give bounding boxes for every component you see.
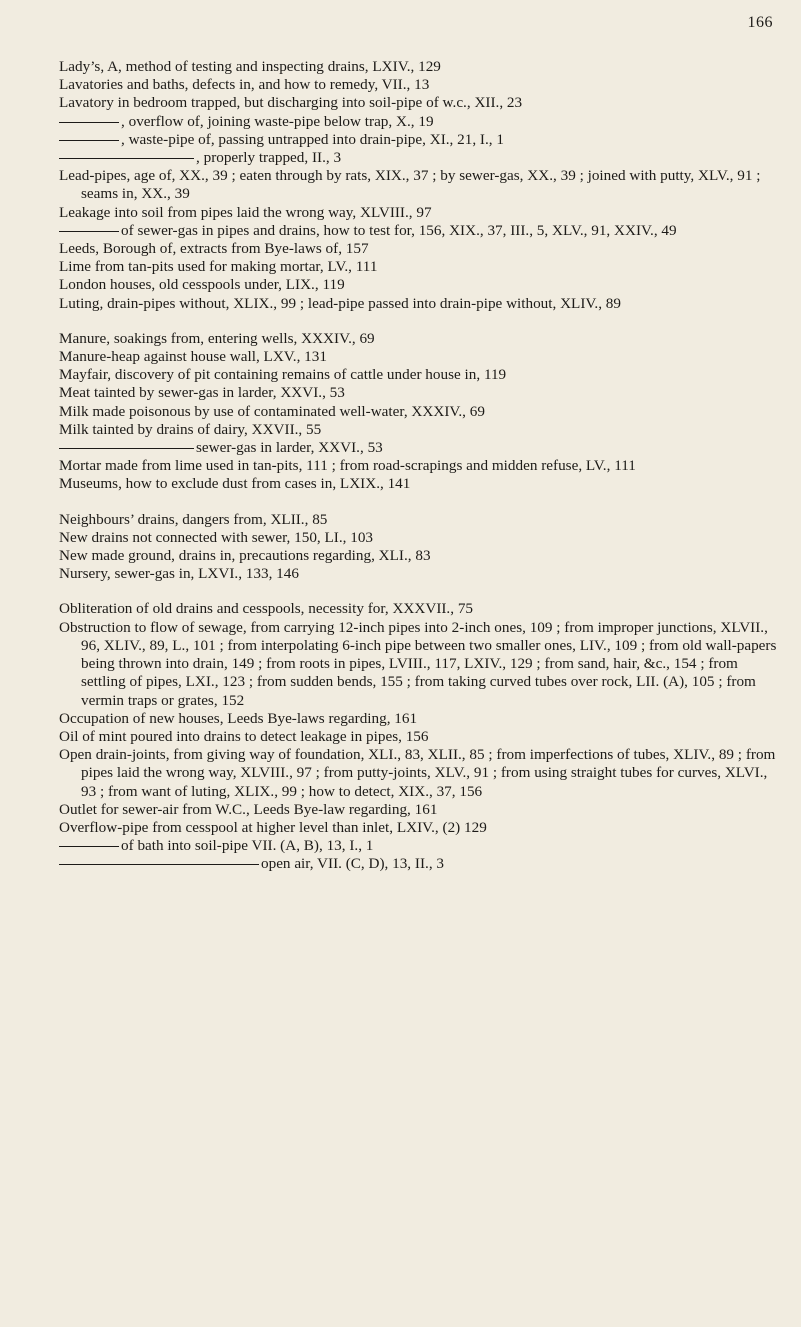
index-entry (59, 600, 779, 618)
index-entry (59, 511, 779, 529)
index-letter-group (59, 330, 779, 494)
ditto-rule (59, 448, 194, 449)
index-entry-text: Outlet for sewer-air from W.C., Leeds Bye-law regarding, 161 (59, 800, 438, 818)
index-entry (59, 439, 779, 457)
index-entry (59, 728, 779, 746)
index-entry-text: Lime from tan-pits used for making mortar, LV., 111 (59, 258, 378, 276)
index-entry (59, 149, 779, 167)
index-entry (59, 475, 779, 493)
index-entry (59, 855, 779, 873)
index-entry (59, 258, 779, 276)
index-entry-text: sewer-gas in larder, XXVI., 53 (196, 439, 383, 457)
index-entry (59, 276, 779, 294)
index-entry (59, 131, 779, 149)
index-entry-text: , waste-pipe of, passing untrapped into drain-pipe, XI., 21, I., 1 (121, 130, 504, 148)
index-entry-text: Overflow-pipe from cesspool at higher level than inlet, LXIV., (2) 129 (59, 818, 487, 836)
index-entry (59, 457, 779, 475)
index-entry-text: Leeds, Borough of, extracts from Bye-laws of, 157 (59, 240, 369, 258)
index-entry-text: London houses, old cesspools under, LIX., 119 (59, 276, 345, 294)
index-entry-text: of sewer-gas in pipes and drains, how to test for, 156, XIX., 37, III., 5, XLV., 91, XXIV., 49 (121, 221, 677, 239)
index-entry-text: New drains not connected with sewer, 150, LI., 103 (59, 528, 374, 546)
index-entry-text: Oil of mint poured into drains to detect leakage in pipes, 156 (59, 727, 429, 745)
index-entry (59, 58, 779, 76)
index-content (59, 58, 779, 891)
index-entry (59, 76, 779, 94)
index-entry-text: , properly trapped, II., 3 (196, 149, 342, 167)
index-entry (59, 547, 779, 565)
ditto-rule (59, 158, 194, 159)
index-entry (59, 240, 779, 258)
index-entry-text: Open drain-joints, from giving way of foundation, XLI., 83, XLII., 85 ; from imperfections of tubes, XLIV., 89 ; from pipes laid the wrong way, XLVIII., 97 ; from putty-joints, XLV., 91 ; from using straight tubes for curves, XLVI., 93 ; from want of luting, XLIX., 99 ; how to detect, XIX., 37, 156 (59, 746, 776, 800)
index-letter-group (59, 600, 779, 873)
index-entry (59, 529, 779, 547)
index-letter-group (59, 58, 779, 313)
index-entry-text: Lavatories and baths, defects in, and how to remedy, VII., 13 (59, 76, 430, 94)
index-entry (59, 204, 779, 222)
index-entry-text: Mortar made from lime used in tan-pits, 111 ; from road-scrapings and midden refuse, LV., 111 (59, 457, 636, 475)
index-entry (59, 819, 779, 837)
ditto-rule (59, 140, 119, 141)
index-entry-text: Museums, how to exclude dust from cases in, LXIX., 141 (59, 475, 411, 493)
index-entry-text: Mayfair, discovery of pit containing remains of cattle under house in, 119 (59, 366, 507, 384)
index-entry-text: New made ground, drains in, precautions regarding, XLI., 83 (59, 547, 431, 565)
index-entry-text: Neighbours’ drains, dangers from, XLII., 85 (59, 510, 328, 528)
index-entry-text: of bath into soil-pipe VII. (A, B), 13, I., 1 (121, 837, 374, 855)
index-entry (59, 746, 779, 801)
index-entry-text: Milk made poisonous by use of contaminated well-water, XXXIV., 69 (59, 402, 485, 420)
index-entry (59, 421, 779, 439)
page-number: 166 (747, 14, 773, 31)
index-entry-text: Lead-pipes, age of, XX., 39 ; eaten through by rats, XIX., 37 ; by sewer-gas, XX., 39 ; joined with putty, XLV., 91 ; seams in, XX., 39 (59, 167, 761, 203)
index-entry-text: Manure, soakings from, entering wells, XXXIV., 69 (59, 329, 375, 347)
index-entry-text: Nursery, sewer-gas in, LXVI., 133, 146 (59, 565, 299, 583)
index-entry (59, 619, 779, 710)
index-entry (59, 222, 779, 240)
ditto-rule (59, 122, 119, 123)
index-entry (59, 295, 779, 313)
index-entry-text: open air, VII. (C, D), 13, II., 3 (261, 855, 445, 873)
index-entry (59, 167, 779, 203)
index-entry-text: Manure-heap against house wall, LXV., 131 (59, 348, 327, 366)
index-entry-text: Leakage into soil from pipes laid the wrong way, XLVIII., 97 (59, 203, 432, 221)
index-entry (59, 565, 779, 583)
index-entry (59, 366, 779, 384)
index-entry (59, 710, 779, 728)
index-entry-text: Lady’s, A, method of testing and inspecting drains, LXIV., 129 (59, 58, 441, 75)
index-letter-group (59, 511, 779, 584)
index-entry (59, 94, 779, 112)
index-entry-text: Obstruction to flow of sewage, from carrying 12-inch pipes into 2-inch ones, 109 ; from improper junctions, XLVII., 96, XLIV., 89, L., 101 ; from interpolating 6-inch pipe between two smaller ones, LIV., 109 ; from old wall-papers being thrown into drain, 149 ; from roots in pipes, LVIII., 117, LXIV., 129 ; from sand, hair, &c., 154 ; from settling of pipes, LXI., 123 ; from sudden bends, 155 ; from taking curved tubes over rock, LII. (A), 105 ; from vermin traps or grates, 152 (59, 618, 777, 709)
ditto-rule (59, 864, 259, 865)
index-entry (59, 348, 779, 366)
ditto-rule (59, 846, 119, 847)
index-entry (59, 403, 779, 421)
index-entry-text: Luting, drain-pipes without, XLIX., 99 ; lead-pipe passed into drain-pipe without, XLIV., 89 (59, 294, 621, 312)
index-entry-text: Lavatory in bedroom trapped, but discharging into soil-pipe of w.c., XII., 23 (59, 94, 523, 112)
index-entry-text: Obliteration of old drains and cesspools, necessity for, XXXVII., 75 (59, 600, 474, 618)
index-entry (59, 113, 779, 131)
index-entry (59, 801, 779, 819)
index-entry-text: Occupation of new houses, Leeds Bye-laws regarding, 161 (59, 709, 418, 727)
index-entry-text: , overflow of, joining waste-pipe below trap, X., 19 (121, 112, 434, 130)
index-entry (59, 384, 779, 402)
ditto-rule (59, 231, 119, 232)
index-entry (59, 330, 779, 348)
index-entry-text: Milk tainted by drains of dairy, XXVII., 55 (59, 420, 322, 438)
index-entry-text: Meat tainted by sewer-gas in larder, XXVI., 53 (59, 384, 345, 402)
index-entry (59, 837, 779, 855)
